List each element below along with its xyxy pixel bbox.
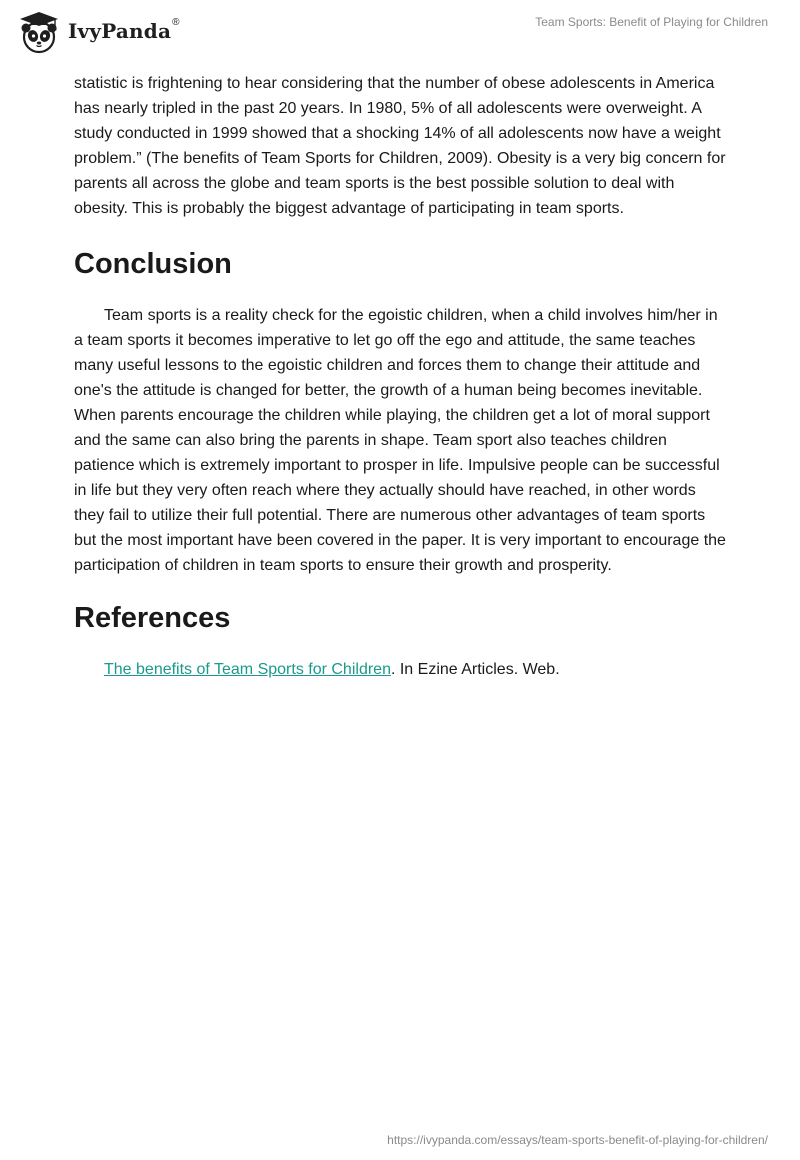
section-heading-conclusion: Conclusion: [74, 248, 232, 280]
reference-link[interactable]: The benefits of Team Sports for Children: [104, 661, 391, 678]
registered-mark: ®: [172, 16, 180, 28]
ivypanda-logo[interactable]: [16, 8, 180, 54]
essay-content: [74, 71, 726, 682]
panda-graduate-icon: [16, 8, 62, 54]
logo-wordmark: IvyPanda: [68, 19, 172, 43]
conclusion-paragraph: Team sports is a reality check for the egoistic children, when a child involves him/her in a team sports it becomes imperative to let go off the ego and attitude, the same teaches many useful lessons to the egoistic children and forces them to change their attitude and one's the attitude is changed for better, the growth of a human being becomes inevitable. When parents encourage the children while playing, the children get a lot of moral support and the same can also bring the parents in shape. Team sport also teaches children patience which is extremely important to prosper in life. Impulsive people can be successful in life but they very often reach where they actually should have reached, in other words they fail to utilize their full potential. There are numerous other advantages of team sports but the most important have been covered in the paper. It is very important to encourage the participation of children in team sports to ensure their growth and prosperity.: [74, 307, 726, 574]
reference-entry: [74, 657, 726, 682]
body-paragraph: statistic is frightening to hear considering that the number of obese adolescents in America has nearly tripled in the past 20 years. In 1980, 5% of all adolescents were overweight. A study conducted in 1999 showed that a shocking 14% of all adolescents now have a weight problem.” (The benefits of Team Sports for Children, 2009). Obesity is a very big concern for parents all across the globe and team sports is the best possible solution to deal with obesity. This is probably the biggest advantage of participating in team sports.: [74, 75, 726, 217]
page-header: [0, 0, 800, 60]
section-heading-references: References: [74, 602, 231, 634]
reference-source: . In Ezine Articles. Web.: [390, 661, 560, 678]
document-title: Team Sports: Benefit of Playing for Children: [535, 15, 768, 29]
page-url: https://ivypanda.com/essays/team-sports-benefit-of-playing-for-children/: [387, 1133, 768, 1147]
